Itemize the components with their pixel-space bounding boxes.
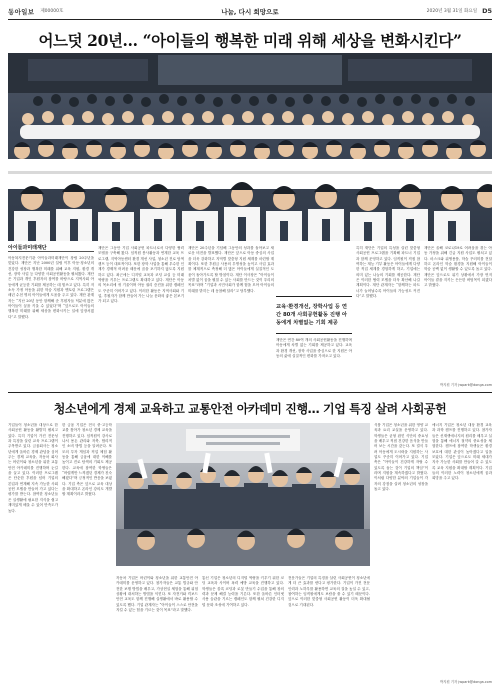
- article2-body-col7: 에너지 기업은 청소년 대상 환경 교육과 과학 캠프를 진행하고 있다. 참가자들은 신재생에너지의 원리를 배우고 실험을 통해 에너지 절약의 중요성을 체험한다. 캠프에 참여한 학생들은 환경 보호에 대한 관심이 높아졌다고 입을 모았다. 기업은 앞으로도 미래 세대가 지속 가능한 사회를 만들어 갈 수 있도록 교육 지원을 확대할 계획이다. 기업들의 이러한 노력이 청소년에게 꿈과 희망을 주고 있다.: [432, 423, 492, 481]
- article1-byline: 박지원 기자 jwpark@donga.com: [439, 383, 492, 387]
- article2-photo: [116, 423, 370, 566]
- subhead-rule: [8, 251, 94, 252]
- issue-date: 2020년 3월 31일 화요일: [426, 9, 478, 14]
- pull-quote: 교육·환경개선, 장학사업 등 연간 80개 사회공헌활동 진행 아동에게 차별없는 기회 제공: [276, 296, 352, 334]
- page-number: D5: [482, 7, 492, 15]
- article1-photo: [8, 53, 492, 241]
- article2-body-col5: 전문가들은 기업의 특징을 살린 사회공헌이 청소년에게 더 큰 효과를 낸다고 평가한다. 기업이 가진 전문 인력과 노하우를 활용하면 교육의 질을 높일 수 있고, 참여하는 임직원에게도 보람을 줄 수 있기 때문이다. 앞으로 이러한 맞춤형 사회공헌 활동이 더욱 확대될 것으로 기대된다.: [288, 576, 370, 607]
- paper-name: 동아일보: [8, 7, 35, 16]
- article1-subhead: 아이들과미래재단: [8, 245, 47, 251]
- article1-body-col1: 아동복지전문기관 아이들과미래재단이 창립 20주년을 맞았다. 재단은 지난 2000년 설립 이후 아동·청소년의 건강한 성장과 행복한 미래를 위해 교육 지원, 환경 개선, 장학 사업 등 다양한 사회공헌활동을 펼쳐왔다. 재단은 기업과 개인 후원자의 참여를 바탕으로 지역사회 아동에게 균등한 기회를 제공하는 데 힘쓰고 있다. 특히 저소득 가정 아동을 위한 학습 지원과 멘토링 프로그램은 매년 수천 명의 아이들에게 도움을 주고 있다. 재단 관계자는 “지난 20년 동안 함께해 준 후원자들 덕분에 많은 아이들이 꿈을 키울 수 있었다”며 “앞으로도 아이들의 행복한 미래를 위해 세상을 변화시키는 일에 앞장서겠다”고 말했다.: [8, 256, 94, 319]
- article1-headline: 어느덧 20년… “아이들의 행복한 미래 위해 세상을 변화시킨다”: [38, 31, 462, 50]
- masthead-rule: [8, 19, 492, 20]
- article2-body-col2: 한 금융 기업은 전국 중·고등학교를 찾아가 청소년 경제 교육을 진행하고 있다. 임직원이 강사로 나서 용돈 관리와 저축, 합리적인 소비 방법 등을 알려준다. 또 모의 투자 게임과 직업 체험 활동을 통해 금융에 대한 이해를 높이고 진로 탐색의 기회도 제공한다. 교육에 참여한 학생들은 “어렵게만 느껴졌던 경제가 친숙해졌다”며 긍정적인 반응을 보였다. 기업 측은 앞으로 교육 대상을 확대하고 온라인 강의도 개발할 계획이라고 밝혔다.: [62, 423, 112, 497]
- article2-byline: 박지원 기자 jwpark@donga.com: [439, 680, 492, 684]
- article1-body-col2: 재단은 그동안 기업 사회공헌 파트너로서 다양한 협력 모델을 구축해 왔다. 임직원 봉사활동과 연계한 교육 프로그램, 지역아동센터 환경 개선 사업, 청소년 진로 탐색 캠프 등이 대표적이다. 또한 장학 사업을 통해 우수한 인재가 경제적 어려움 때문에 꿈을 포기하지 않도록 지원하고 있다. 최근에는 디지털 교육과 코딩 교실 등 미래 역량을 키우는 프로그램도 확대하고 있다. 재단은 아동의 목소리에 귀 기울이며 아동 권리 증진을 위한 캠페인도 꾸준히 이어가고 있다. 이러한 활동은 지역사회와 기업, 후원자가 함께 만들어 가는 나눔 문화의 좋은 본보기가 되고 있다.: [98, 246, 184, 304]
- article2-body-col3: 자동차 기업은 어린이와 청소년을 위한 교통안전 아카데미를 운영하고 있다. 참가자들은 교통 법규와 안전한 보행 방법을 배우고, 가상현실 체험을 통해 위험 상황에 대처하는 방법을 익힌다. 또 자전거와 킥보드 안전 교육도 함께 진행해 실생활에서 바로 활용할 수 있도록 했다. 기업 관계자는 “아이들이 스스로 안전을 지킬 수 있는 힘을 기르는 것이 목표”라고 말했다.: [116, 576, 198, 613]
- article2-body-col1: 기업들이 청소년을 대상으로 한 사회공헌 활동을 활발히 펼치고 있다. 특히 기업이 가진 전문성과 특징을 살린 교육 프로그램이 주목받고 있다. 금융회사는 청소년에게 올바른 경제 관념을 심어주는 경제 교육을, 자동차 회사는 어린이와 청소년을 위한 교통안전 아카데미를 진행하며 눈길을 끌고 있다. 이러한 프로그램은 단순한 후원을 넘어 기업의 본업과 연계해 지속 가능한 사회공헌 모델을 만들어 가고 있다는 평가를 받는다. 참여한 청소년들은 실생활에 필요한 지식을 쉽고 재미있게 배울 수 있어 만족도가 높다.: [8, 423, 58, 513]
- section-title: 나눔, 다시 희망으로: [221, 7, 279, 16]
- article1-body-col4: 재단은 연간 80여 개의 사회공헌활동을 진행하며 아동에게 차별 없는 기회를 제공하고 있다. 교육과 환경 개선, 장학 사업을 중심으로 한 지원은 아동의 삶에 실질적인 변화를 가져오고 있다.: [276, 338, 352, 359]
- article1-body-col5: 특히 재단은 기업의 특성을 살린 맞춤형 사회공헌 프로그램을 기획해 파트너 기업과 함께 운영하고 있다. 임직원이 직접 참여하는 재능 기부 활동은 아이들에게 다양한 직업 세계를 경험하게 하고, 기업에는 의미 있는 나눔의 기회를 제공한다. 재단은 이러한 협력 모델을 더욱 확산해 나갈 계획이다. 재단 관계자는 “함께하는 파트너가 늘어날수록 아이들의 가능성도 커진다”고 말했다.: [356, 246, 420, 299]
- section-divider: [8, 392, 492, 393]
- issue-number: 제00000호: [40, 9, 64, 14]
- article2-body-col4: 통신 기업은 청소년의 디지털 역량을 키우기 위한 코딩 교육과 사이버 폭력 예방 교육을 진행하고 있다. 학생들은 블록 코딩과 로봇 만들기 수업을 통해 창의력과 문제 해결 능력을 기른다. 또한 올바른 인터넷 사용 습관을 기르는 캠페인도 함께 펼쳐 건강한 디지털 문화 조성에 기여하고 있다.: [202, 576, 284, 607]
- masthead: [8, 4, 492, 18]
- youth-event-photo-illustration: [116, 423, 370, 566]
- article1-body-col3: 재단은 20주년을 기념해 그동안의 성과를 돌아보고 새로운 비전을 발표했다. 재단은 앞으로 아동 중심의 사업을 더욱 강화하고 지역별 맞춤형 지원 체계를 마련할 계획이다. 또한 후원금 사용의 투명성을 높이고 사업 효과를 체계적으로 측정해 더 많은 아이들에게 실질적인 도움이 돌아가도록 할 방침이다. 재단 이사장은 “아이들이 차별 없이 꿈을 펼칠 수 있는 사회를 만드는 것이 우리의 목표”라며 “기업과 시민사회가 함께 힘을 모아 아이들의 미래를 밝히는 데 동참해 달라”고 당부했다.: [188, 246, 274, 293]
- article1-body-col6: 재단은 올해 코로나19로 어려움을 겪는 아동 가정을 위해 긴급 지원 사업도 펼치고 있다. 마스크와 위생용품, 학습 꾸러미를 전달하고 온라인 학습 환경을 지원해 아이들이 학습 공백 없이 생활할 수 있도록 돕고 있다. 재단은 앞으로도 위기 상황에서 가장 먼저 아이들 곁을 지키는 든든한 버팀목이 되겠다고 밝혔다.: [424, 246, 492, 288]
- article2-body-col6: 식품 기업은 청소년을 위한 영양 교육과 요리 교실을 운영하고 있다. 학생들은 균형 잡힌 식단의 중요성을 배우고 직접 건강한 음식을 만들어 보는 시간을 갖는다. 또 결식 우려 아동에게 도시락을 지원하는 사업도 꾸준히 이어가고 있다. 기업 측은 “아이들이 건강하게 자랄 수 있도록 돕는 것이 기업의 책임”이라며 지원을 계속하겠다고 밝혔다. 이처럼 다양한 분야의 기업들이 각자의 강점을 살려 청소년의 성장을 돕고 있다.: [374, 423, 428, 492]
- article2-headline: 청소년에게 경제 교육하고 교통안전 아카데미 진행… 기업 특징 살려 사회공헌: [53, 402, 447, 416]
- crowd-photo-illustration: [8, 53, 492, 241]
